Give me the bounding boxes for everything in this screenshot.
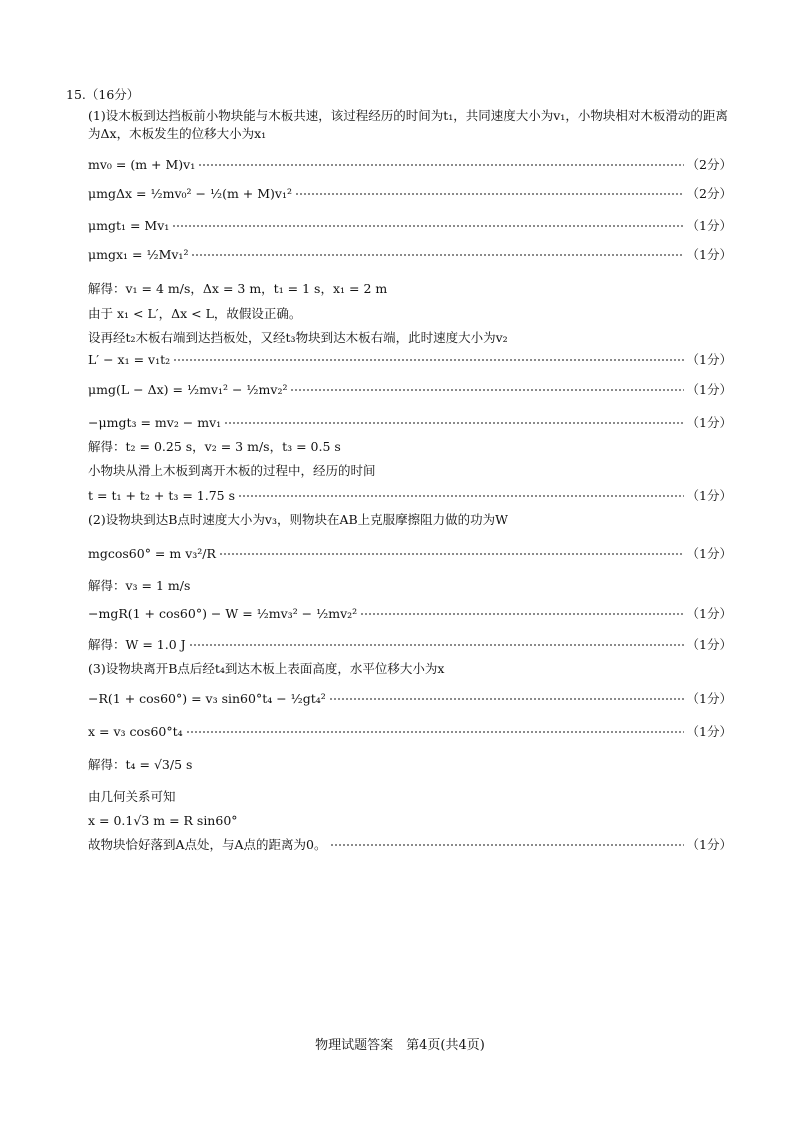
question-title: 15.（16分） — [66, 87, 140, 102]
score-label: （1分） — [686, 247, 732, 262]
equation-line: mv₀ = (m + M)v₁ （2分） — [88, 157, 732, 172]
score-label: （1分） — [686, 724, 732, 739]
equation-line: μmgt₁ = Mv₁ （1分） — [88, 218, 732, 233]
solution-line: 解得：v₁ = 4 m/s，Δx = 3 m，t₁ = 1 s，x₁ = 2 m — [88, 281, 388, 296]
solution-line: 设再经t₂木板右端到达挡板处，又经t₃物块到达木板右端，此时速度大小为v₂ — [88, 330, 508, 345]
score-label: （1分） — [686, 546, 732, 561]
equation-line: −mgR(1 + cos60°) − W = ½mv₃² − ½mv₂² （1分） — [88, 606, 732, 621]
score-label: （1分） — [686, 218, 732, 233]
score-label: （1分） — [686, 352, 732, 367]
equation-line: mgcos60° = m v₃²/R （1分） — [88, 546, 732, 561]
solution-line: 解得：v₃ = 1 m/s — [88, 578, 191, 593]
equation-line: L′ − x₁ = v₁t₂ （1分） — [88, 352, 732, 367]
equation-line: μmgΔx = ½mv₀² − ½(m + M)v₁² （2分） — [88, 186, 732, 201]
equation-line: x = v₃ cos60°t₄ （1分） — [88, 724, 732, 739]
score-label: （1分） — [686, 415, 732, 430]
score-label: （1分） — [686, 382, 732, 397]
equation-line: μmgx₁ = ½Mv₁² （1分） — [88, 247, 732, 262]
equation-line: t = t₁ + t₂ + t₃ = 1.75 s （1分） — [88, 488, 732, 503]
equation-line: μmg(L − Δx) = ½mv₁² − ½mv₂² （1分） — [88, 382, 732, 397]
equation-line: −R(1 + cos60°) = v₃ sin60°t₄ − ½gt₄² （1分） — [88, 691, 732, 706]
solution-line: 由于 x₁ < L′，Δx < L，故假设正确。 — [88, 306, 302, 321]
solution-line: (1)设木板到达挡板前小物块能与木板共速，该过程经历的时间为t₁，共同速度大小为v₁，小物块相对木板滑动的距离为Δx，木板发生的位移大小为x₁ — [88, 108, 728, 141]
solution-line: 小物块从滑上木板到离开木板的过程中，经历的时间 — [88, 463, 376, 478]
score-label: （1分） — [686, 691, 732, 706]
score-label: （2分） — [686, 157, 732, 172]
score-label: （1分） — [686, 837, 732, 852]
score-label: （1分） — [686, 488, 732, 503]
solution-line: (2)设物块到达B点时速度大小为v₃，则物块在AB上克服摩擦阻力做的功为W — [88, 512, 509, 527]
equation-line: 解得：W = 1.0 J （1分） — [88, 637, 732, 652]
solution-line: (3)设物块离开B点后经t₄到达木板上表面高度，水平位移大小为x — [88, 661, 445, 676]
solution-line: 解得：t₄ = √3/5 s — [88, 757, 193, 772]
equation-line: 故物块恰好落到A点处，与A点的距离为0。 （1分） — [88, 837, 732, 852]
score-label: （1分） — [686, 637, 732, 652]
score-label: （1分） — [686, 606, 732, 621]
solution-line: 解得：t₂ = 0.25 s，v₂ = 3 m/s，t₃ = 0.5 s — [88, 439, 341, 454]
solution-line: 由几何关系可知 — [88, 789, 176, 804]
solution-line: x = 0.1√3 m = R sin60° — [88, 813, 238, 828]
score-label: （2分） — [686, 186, 732, 201]
page-footer: 物理试题答案 第4页(共4页) — [315, 1038, 485, 1053]
equation-line: −μmgt₃ = mv₂ − mv₁ （1分） — [88, 415, 732, 430]
